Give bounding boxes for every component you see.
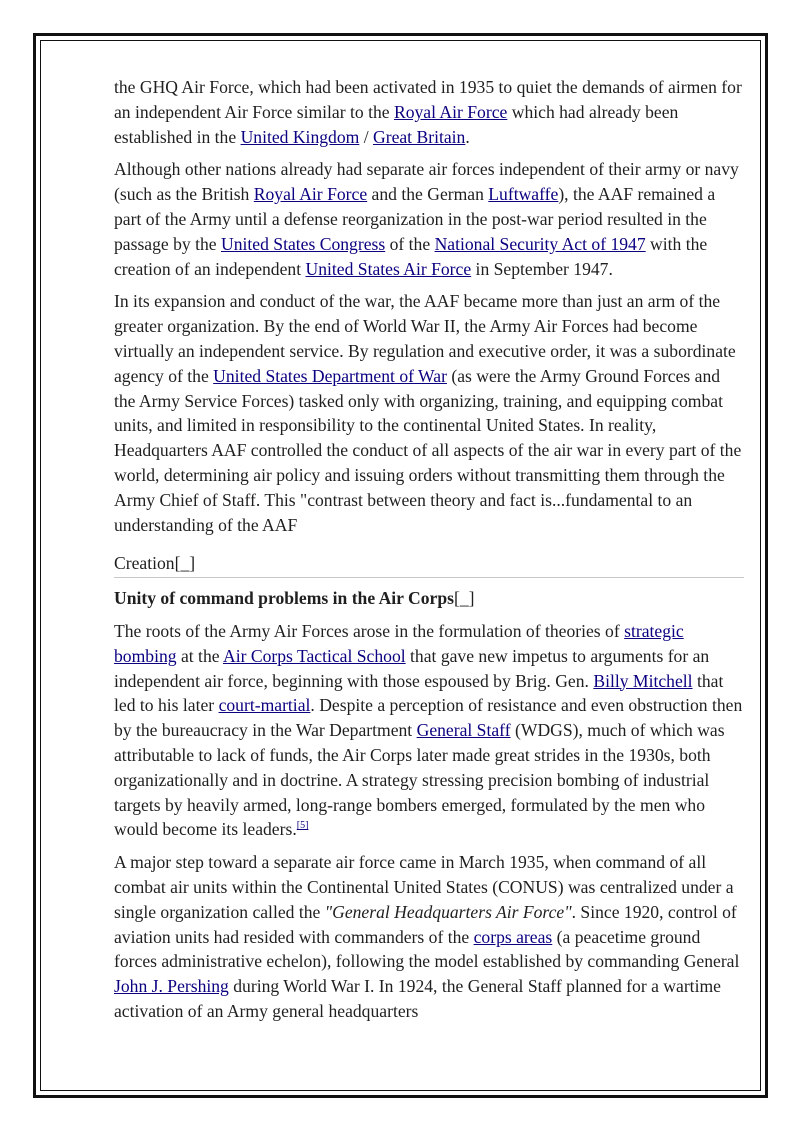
paragraph-text: . Since 1920, control of aviation units had resided with commanders of the [114, 901, 737, 947]
paragraph-expansion-conduct [114, 289, 744, 537]
article-body [114, 75, 744, 1032]
link-national-security-act[interactable]: National Security Act of 1947 [434, 233, 646, 254]
paragraph-ghq-air-force [114, 75, 744, 149]
edit-subsection-link[interactable]: [_] [454, 588, 475, 609]
link-united-kingdom[interactable]: United Kingdom [240, 126, 360, 147]
link-united-states-air-force[interactable]: United States Air Force [305, 258, 472, 279]
link-corps-areas[interactable]: corps areas [473, 926, 553, 947]
paragraph-text: (a peacetime ground forces administrative echelon), following the model established by commanding General [114, 926, 740, 972]
paragraph-separate-air-forces [114, 157, 744, 281]
link-billy-mitchell[interactable]: Billy Mitchell [593, 670, 693, 691]
emphasis-ghq-air-force: "General Headquarters Air Force" [324, 901, 572, 922]
paragraph-text: and the German [367, 184, 489, 205]
link-great-britain[interactable]: Great Britain [373, 126, 466, 147]
paragraph-text: ), the AAF remained a part of the Army until a defense reorganization in the post-war period resulted in the passage by the [114, 184, 716, 254]
link-air-corps-tactical-school[interactable]: Air Corps Tactical School [222, 645, 406, 666]
link-royal-air-force-2[interactable]: Royal Air Force [253, 184, 368, 205]
paragraph-text: which had already been established in the [114, 101, 679, 147]
link-united-states-congress[interactable]: United States Congress [221, 233, 386, 254]
paragraph-text: . [465, 126, 470, 147]
subsection-heading-unity-of-command [114, 586, 744, 611]
link-john-j-pershing[interactable]: John J. Pershing [114, 976, 229, 997]
paragraph-major-step [114, 850, 744, 1024]
paragraph-text: during World War I. In 1924, the General Staff planned for a wartime activation of an Army general headquarters [114, 976, 721, 1021]
paragraph-text: A major step toward a separate air force came in March 1935, when command of all combat air units within the Continental United States (CONUS) was centralized under a single organization called the [114, 852, 734, 922]
paragraph-text: of the [385, 233, 435, 254]
link-general-staff[interactable]: General Staff [416, 720, 511, 741]
reference-5-link[interactable]: [5] [296, 820, 309, 832]
section-heading-creation [114, 551, 744, 578]
edit-section-link[interactable]: [_] [174, 553, 196, 574]
paragraph-text: / [359, 126, 373, 147]
paragraph-text: (as were the Army Ground Forces and the Army Service Forces) tasked only with organizing, training, and equipping combat units, and limited in responsibility to the continental United States. In reality, Headquarters AAF controlled the conduct of all aspects of the air war in every part of the world, determining air policy and issuing orders without transmitting them through the Army Chief of Staff. This "contrast between theory and fact is...fundamental to an understanding of the AAF [114, 365, 742, 535]
section-title: Creation [114, 553, 175, 574]
paragraph-text: (WDGS), much of which was attributable to lack of funds, the Air Corps later made great strides in the 1930s, both organizationally and in doctrine. A strategy stressing precision bombing of industrial targets by heavily armed, long-range bombers emerged, formulated by the men who would become its leaders. [114, 720, 725, 840]
paragraph-text: Although other nations already had separate air forces independent of their army or navy (such as the British [114, 159, 739, 205]
link-court-martial[interactable]: court-martial [218, 695, 311, 716]
paragraph-roots [114, 619, 744, 842]
paragraph-text: at the [176, 645, 223, 666]
paragraph-text: that gave new impetus to arguments for an independent air force, beginning with those espoused by Brig. Gen. [114, 645, 710, 691]
link-department-of-war[interactable]: United States Department of War [213, 365, 447, 386]
paragraph-text: The roots of the Army Air Forces arose in the formulation of theories of [114, 620, 625, 641]
paragraph-text: . Despite a perception of resistance and even obstruction then by the bureaucracy in the War Department [114, 695, 743, 741]
paragraph-text: in September 1947. [471, 258, 613, 279]
paragraph-text: that led to his later [114, 670, 724, 716]
link-luftwaffe[interactable]: Luftwaffe [488, 184, 559, 205]
subsection-title: Unity of command problems in the Air Corps [114, 588, 455, 609]
paragraph-text: In its expansion and conduct of the war, the AAF became more than just an arm of the greater organization. By the end of World War II, the Army Air Forces had become virtually an independent service. By regulation and executive order, it was a subordinate agency of the [114, 291, 736, 386]
paragraph-text: with the creation of an independent [114, 233, 708, 279]
paragraph-text: the GHQ Air Force, which had been activated in 1935 to quiet the demands of airmen for an independent Air Force similar to the [114, 77, 742, 122]
link-royal-air-force[interactable]: Royal Air Force [393, 101, 508, 122]
link-strategic-bombing[interactable]: strategic bombing [114, 620, 684, 666]
